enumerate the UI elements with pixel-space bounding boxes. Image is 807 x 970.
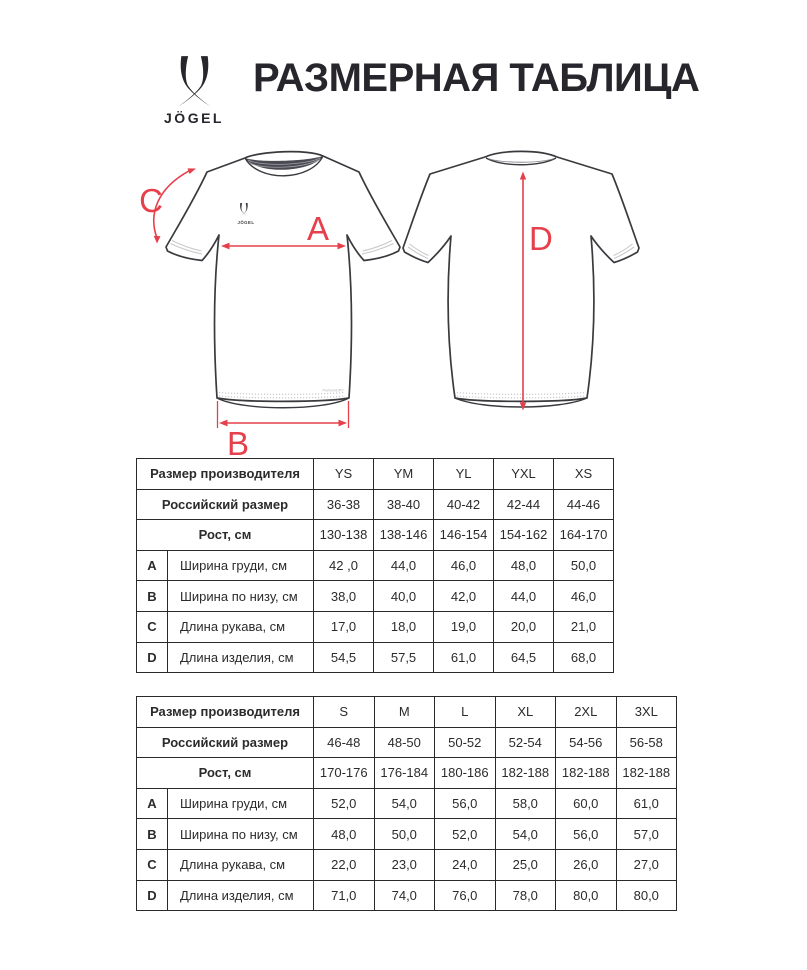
measure-name-cell: Длина рукава, см (168, 849, 314, 880)
label-c: C (139, 182, 163, 219)
height-cell: 182-188 (556, 758, 617, 789)
measure-name-cell: Ширина по низу, см (168, 581, 314, 612)
measure-letter-cell: D (137, 880, 168, 911)
value-cell: 22,0 (314, 849, 375, 880)
manufacturer-size-label: Размер производителя (137, 459, 314, 490)
russian-size-cell: 38-40 (374, 489, 434, 520)
tshirt-front-figure (166, 152, 400, 408)
value-cell: 71,0 (314, 880, 375, 911)
measure-letter-cell: C (137, 849, 168, 880)
tshirt-back-figure (403, 151, 639, 407)
height-cell: 154-162 (494, 520, 554, 551)
youth-size-table (136, 458, 614, 673)
value-cell: 21,0 (554, 611, 614, 642)
russian-size-cell: 40-42 (434, 489, 494, 520)
value-cell: 44,0 (494, 581, 554, 612)
value-cell: 54,0 (495, 819, 556, 850)
value-cell: 42,0 (434, 581, 494, 612)
height-cell: 176-184 (374, 758, 435, 789)
value-cell: 61,0 (616, 788, 677, 819)
height-cell: 130-138 (314, 520, 374, 551)
table-row (137, 849, 677, 880)
russian-size-cell: 48-50 (374, 727, 435, 758)
value-cell: 27,0 (616, 849, 677, 880)
value-cell: 52,0 (435, 819, 496, 850)
table-row (137, 581, 614, 612)
table-row (137, 611, 614, 642)
value-cell: 80,0 (556, 880, 617, 911)
russian-size-label: Российский размер (137, 489, 314, 520)
bottom-width-arrow (218, 401, 349, 458)
value-cell: 54,0 (374, 788, 435, 819)
value-cell: 58,0 (495, 788, 556, 819)
value-cell: 19,0 (434, 611, 494, 642)
size-header-cell: YM (374, 459, 434, 490)
tshirt-measurement-figure (130, 146, 680, 458)
value-cell: 40,0 (374, 581, 434, 612)
measure-name-cell: Ширина по низу, см (168, 819, 314, 850)
fabric-tech-text: PerformDRY (322, 388, 344, 393)
measure-name-cell: Длина рукава, см (168, 611, 314, 642)
size-header-cell: M (374, 697, 435, 728)
value-cell: 54,5 (314, 642, 374, 673)
russian-size-cell: 50-52 (435, 727, 496, 758)
table-row (137, 880, 677, 911)
value-cell: 44,0 (374, 550, 434, 581)
russian-size-cell: 42-44 (494, 489, 554, 520)
value-cell: 26,0 (556, 849, 617, 880)
measure-letter-cell: D (137, 642, 168, 673)
measure-letter-cell: A (137, 550, 168, 581)
measure-name-cell: Ширина груди, см (168, 550, 314, 581)
value-cell: 64,5 (494, 642, 554, 673)
table-row (137, 697, 677, 728)
russian-size-cell: 36-38 (314, 489, 374, 520)
label-b: B (226, 425, 250, 458)
value-cell: 57,0 (616, 819, 677, 850)
table-row (137, 520, 614, 551)
size-header-cell: L (435, 697, 496, 728)
value-cell: 56,0 (556, 819, 617, 850)
value-cell: 25,0 (495, 849, 556, 880)
size-header-cell: YS (314, 459, 374, 490)
measure-letter-cell: B (137, 819, 168, 850)
jogel-logo-icon (175, 56, 214, 107)
value-cell: 48,0 (494, 550, 554, 581)
height-label: Рост, см (137, 520, 314, 551)
brand-logo (154, 56, 234, 126)
table-row (137, 727, 677, 758)
value-cell: 50,0 (374, 819, 435, 850)
russian-size-cell: 56-58 (616, 727, 677, 758)
value-cell: 61,0 (434, 642, 494, 673)
table-row (137, 819, 677, 850)
brand-name: JÖGEL (164, 110, 224, 126)
size-header-cell: 2XL (556, 697, 617, 728)
height-cell: 182-188 (495, 758, 556, 789)
value-cell: 68,0 (554, 642, 614, 673)
value-cell: 48,0 (314, 819, 375, 850)
value-cell: 60,0 (556, 788, 617, 819)
label-d: D (529, 220, 553, 257)
value-cell: 23,0 (374, 849, 435, 880)
value-cell: 52,0 (314, 788, 375, 819)
size-header-cell: YXL (494, 459, 554, 490)
value-cell: 46,0 (554, 581, 614, 612)
russian-size-cell: 44-46 (554, 489, 614, 520)
adult-size-table (136, 696, 677, 911)
table-row (137, 459, 614, 490)
height-cell: 164-170 (554, 520, 614, 551)
value-cell: 42 ,0 (314, 550, 374, 581)
value-cell: 56,0 (435, 788, 496, 819)
measure-name-cell: Длина изделия, см (168, 880, 314, 911)
manufacturer-size-label: Размер производителя (137, 697, 314, 728)
table-row (137, 550, 614, 581)
size-header-cell: YL (434, 459, 494, 490)
russian-size-cell: 54-56 (556, 727, 617, 758)
table-row (137, 642, 614, 673)
size-header-cell: S (314, 697, 375, 728)
value-cell: 38,0 (314, 581, 374, 612)
height-cell: 182-188 (616, 758, 677, 789)
value-cell: 74,0 (374, 880, 435, 911)
value-cell: 80,0 (616, 880, 677, 911)
chest-brand-text: JÖGEL (237, 220, 255, 225)
table-row (137, 788, 677, 819)
russian-size-cell: 52-54 (495, 727, 556, 758)
russian-size-label: Российский размер (137, 727, 314, 758)
height-cell: 170-176 (314, 758, 375, 789)
height-label: Рост, см (137, 758, 314, 789)
value-cell: 57,5 (374, 642, 434, 673)
size-header-cell: XL (495, 697, 556, 728)
size-header-cell: XS (554, 459, 614, 490)
value-cell: 78,0 (495, 880, 556, 911)
measure-letter-cell: C (137, 611, 168, 642)
page-title: РАЗМЕРНАЯ ТАБЛИЦА (253, 56, 700, 100)
value-cell: 46,0 (434, 550, 494, 581)
height-cell: 146-154 (434, 520, 494, 551)
table-row (137, 489, 614, 520)
value-cell: 20,0 (494, 611, 554, 642)
value-cell: 50,0 (554, 550, 614, 581)
table-row (137, 758, 677, 789)
russian-size-cell: 46-48 (314, 727, 375, 758)
height-cell: 180-186 (435, 758, 496, 789)
size-header-cell: 3XL (616, 697, 677, 728)
measure-name-cell: Ширина груди, см (168, 788, 314, 819)
value-cell: 17,0 (314, 611, 374, 642)
value-cell: 76,0 (435, 880, 496, 911)
value-cell: 24,0 (435, 849, 496, 880)
height-cell: 138-146 (374, 520, 434, 551)
measure-letter-cell: A (137, 788, 168, 819)
value-cell: 18,0 (374, 611, 434, 642)
measure-letter-cell: B (137, 581, 168, 612)
measure-name-cell: Длина изделия, см (168, 642, 314, 673)
label-a: A (306, 210, 330, 247)
